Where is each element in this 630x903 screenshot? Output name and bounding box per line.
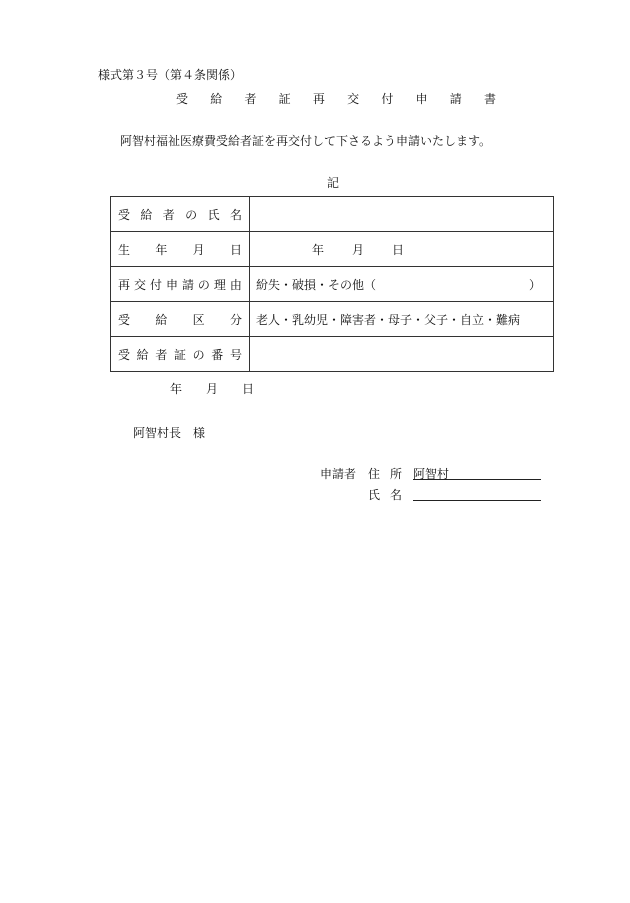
certificate-number-field[interactable] xyxy=(250,337,554,372)
label-char: 所 xyxy=(389,467,402,481)
label-char: 給 xyxy=(136,347,149,362)
label-char: 月 xyxy=(192,242,205,257)
label-char: 住 xyxy=(368,467,381,481)
label-char: 分 xyxy=(229,312,242,327)
title-char: 請 xyxy=(449,92,462,106)
reason-close-paren: ） xyxy=(528,277,541,292)
title-char: 書 xyxy=(483,92,496,106)
name-label xyxy=(368,486,402,503)
info-table xyxy=(110,196,554,372)
category-options: 老人・乳幼児・障害者・母子・父子・自立・難病 xyxy=(256,312,521,327)
title-char: 証 xyxy=(278,92,291,106)
label-char: 由 xyxy=(229,277,242,292)
label-char: 給 xyxy=(140,207,153,222)
label-char: 付 xyxy=(149,277,162,292)
intro-text: 阿智村福祉医療費受給者証を再交付して下さるよう申請いたします。 xyxy=(120,134,492,148)
title-char: 者 xyxy=(244,92,257,106)
label-recipient-name xyxy=(111,197,250,232)
name-field[interactable] xyxy=(413,486,541,501)
form-number: 様式第３号（第４条関係） xyxy=(98,68,243,82)
label-char: 証 xyxy=(173,347,186,362)
reason-options: 紛失・破損・その他（ xyxy=(256,277,377,292)
row-birthdate xyxy=(111,232,554,267)
label-char: 受 xyxy=(118,312,131,327)
year-char: 年 xyxy=(312,242,325,257)
month-char: 月 xyxy=(206,382,219,396)
label-char: 交 xyxy=(133,277,146,292)
label-char: の xyxy=(185,207,198,222)
title-char: 交 xyxy=(347,92,360,106)
label-char: 番 xyxy=(211,347,224,362)
label-char: の xyxy=(197,277,210,292)
day-char: 日 xyxy=(392,242,405,257)
label-certificate-number xyxy=(111,337,250,372)
row-reason xyxy=(111,267,554,302)
recipient-name-field[interactable] xyxy=(250,197,554,232)
label-char: 受 xyxy=(118,347,131,362)
label-char: 号 xyxy=(229,347,242,362)
label-char: 給 xyxy=(155,312,168,327)
label-char: 再 xyxy=(118,277,131,292)
category-field[interactable] xyxy=(250,302,554,337)
label-char: の xyxy=(192,347,205,362)
label-birthdate xyxy=(111,232,250,267)
row-recipient-name xyxy=(111,197,554,232)
label-char: 名 xyxy=(229,207,242,222)
ki-heading: 記 xyxy=(327,176,340,190)
label-reason xyxy=(111,267,250,302)
title-char: 再 xyxy=(312,92,325,106)
label-category xyxy=(111,302,250,337)
title-char: 付 xyxy=(381,92,394,106)
label-char: 理 xyxy=(213,277,226,292)
label-char: 申 xyxy=(165,277,178,292)
applicant-label: 申請者 xyxy=(320,467,357,481)
reason-field[interactable] xyxy=(250,267,554,302)
title-char: 申 xyxy=(415,92,428,106)
label-char: 生 xyxy=(118,242,131,257)
label-char: 氏 xyxy=(368,488,381,502)
title-char: 受 xyxy=(176,92,189,106)
title-char: 給 xyxy=(210,92,223,106)
month-char: 月 xyxy=(352,242,365,257)
label-char: 者 xyxy=(155,347,168,362)
addressee: 阿智村長 様 xyxy=(133,426,206,440)
year-char: 年 xyxy=(170,382,183,396)
day-char: 日 xyxy=(242,382,255,396)
row-category xyxy=(111,302,554,337)
label-char: 名 xyxy=(389,488,402,502)
address-field[interactable]: 阿智村 xyxy=(413,465,541,480)
label-char: 年 xyxy=(155,242,168,257)
document-title xyxy=(176,90,496,107)
label-char: 区 xyxy=(192,312,205,327)
application-date[interactable] xyxy=(170,380,254,397)
label-char: 者 xyxy=(162,207,175,222)
label-char: 日 xyxy=(229,242,242,257)
label-char: 請 xyxy=(181,277,194,292)
row-certificate-number xyxy=(111,337,554,372)
label-char: 受 xyxy=(118,207,131,222)
address-label xyxy=(368,465,402,482)
label-char: 氏 xyxy=(207,207,220,222)
birthdate-field[interactable] xyxy=(250,232,554,267)
